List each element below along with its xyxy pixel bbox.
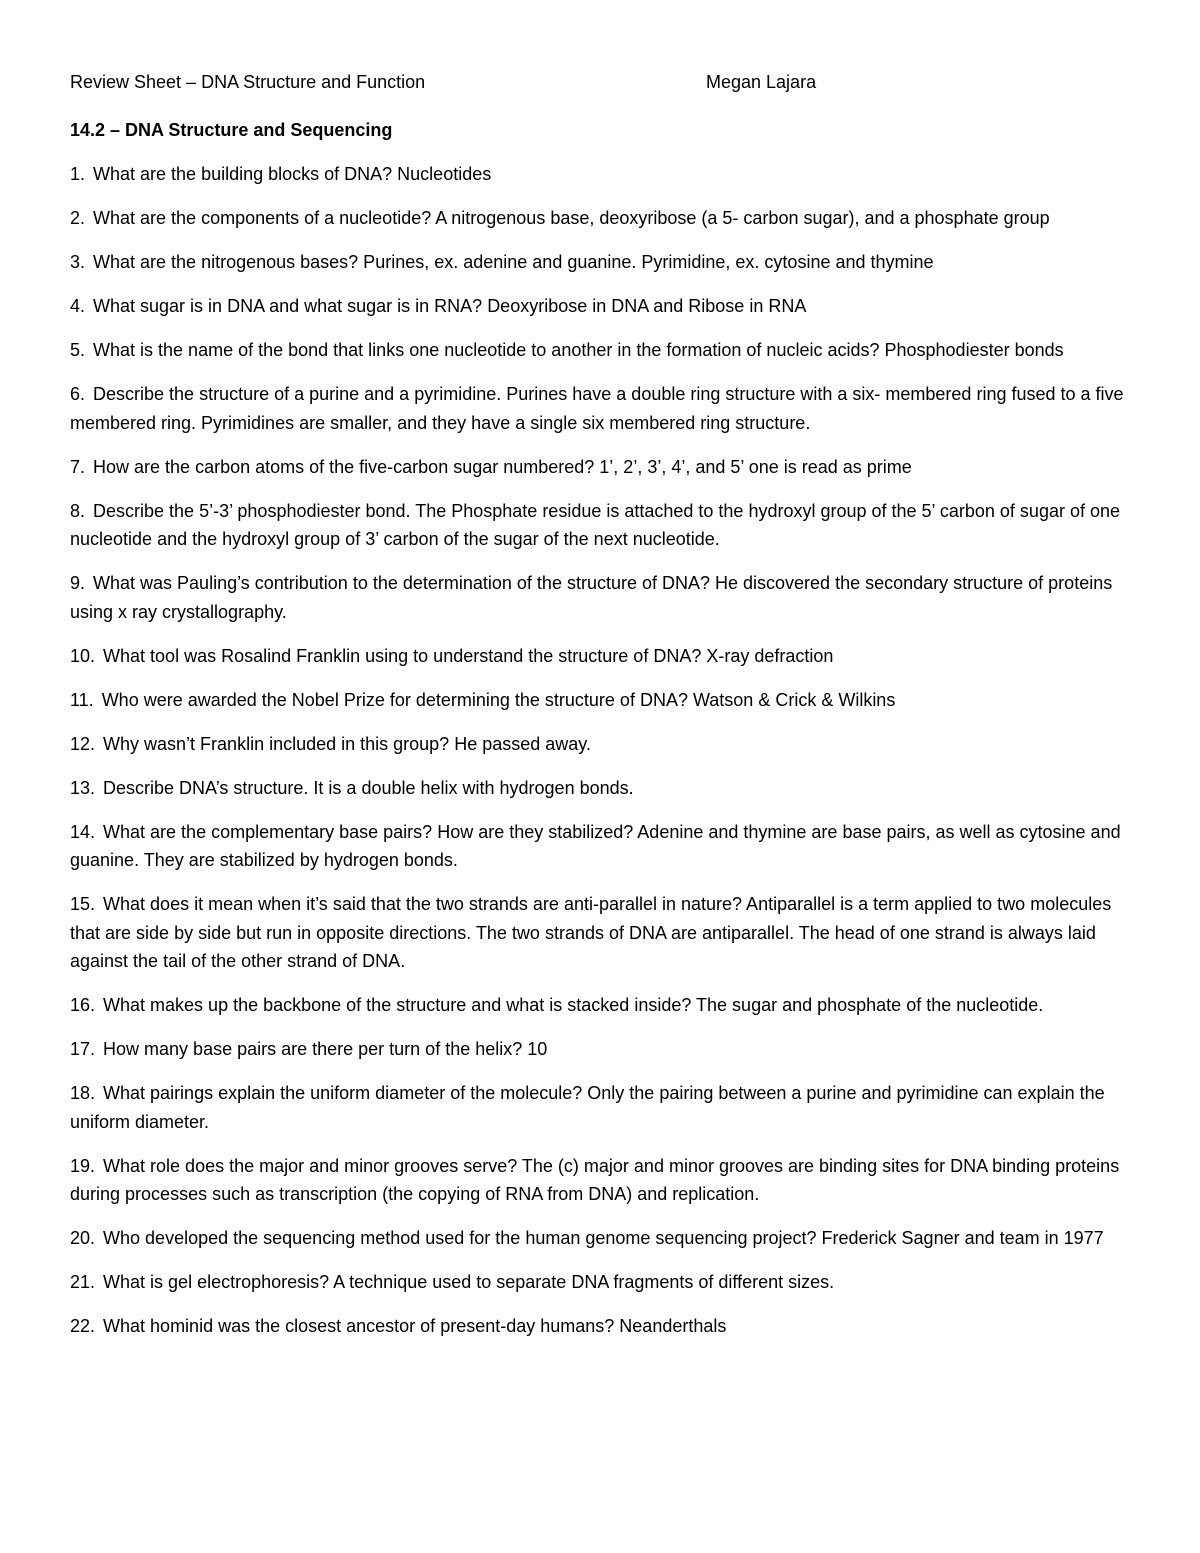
question-5 [70, 336, 1130, 365]
question-text: What are the components of a nucleotide? A nitrogenous base, deoxyribose (a 5- carbon sugar), and a phosphate group [93, 208, 1050, 228]
question-4 [70, 292, 1130, 321]
question-text: What does it mean when it’s said that the two strands are anti-parallel in nature? Antiparallel is a term applied to two molecules that are side by side but run in opposite directions. The two strands of DNA are antiparallel. The head of one strand is always laid against the tail of the other strand of DNA. [70, 894, 1112, 971]
question-text: What is gel electrophoresis? A technique used to separate DNA fragments of different sizes. [103, 1272, 835, 1292]
question-number: 7. [70, 456, 86, 477]
question-12 [70, 730, 1130, 759]
question-number: 21. [70, 1272, 96, 1292]
question-number: 22. [70, 1316, 96, 1336]
question-number: 10. [70, 645, 96, 666]
question-text: What role does the major and minor grooves serve? The (c) major and minor grooves are binding sites for DNA binding proteins during processes such as transcription (the copying of RNA from DNA) and replication. [70, 1155, 1120, 1204]
author-name: Megan Lajara [706, 72, 817, 92]
question-16 [70, 991, 1130, 1020]
question-text: How are the carbon atoms of the five-carbon sugar numbered? 1’, 2’, 3’, 4’, and 5’ one is read as prime [93, 456, 912, 477]
question-11 [70, 686, 1130, 715]
question-text: What are the complementary base pairs? How are they stabilized? Adenine and thymine are base pairs, as well as cytosine and guanine. They are stabilized by hydrogen bonds. [70, 821, 1121, 870]
question-number: 3. [70, 252, 86, 272]
question-15 [70, 890, 1130, 976]
question-21 [70, 1268, 1130, 1297]
document-title: Review Sheet – DNA Structure and Function [70, 72, 426, 92]
question-number: 8. [70, 500, 86, 521]
question-text: What sugar is in DNA and what sugar is in RNA? Deoxyribose in DNA and Ribose in RNA [93, 296, 807, 316]
document-header [70, 72, 1130, 100]
question-20 [70, 1224, 1130, 1253]
document-page [70, 72, 1130, 1356]
question-text: What are the building blocks of DNA? Nucleotides [93, 164, 492, 184]
question-text: Describe the structure of a purine and a pyrimidine. Purines have a double ring structure with a six- membered ring fused to a five membered ring. Pyrimidines are smaller, and they have a single six membered ring structure. [70, 384, 1124, 433]
question-number: 4. [70, 296, 86, 316]
question-8 [70, 497, 1130, 554]
question-text: Why wasn’t Franklin included in this group? He passed away. [103, 733, 591, 754]
question-text: How many base pairs are there per turn of the helix? 10 [103, 1039, 548, 1059]
question-text: What are the nitrogenous bases? Purines, ex. adenine and guanine. Pyrimidine, ex. cytosine and thymine [93, 252, 934, 272]
question-number: 20. [70, 1228, 96, 1248]
question-18 [70, 1079, 1130, 1136]
question-text: What tool was Rosalind Franklin using to understand the structure of DNA? X-ray defraction [103, 645, 834, 666]
question-number: 11. [70, 689, 94, 710]
question-14 [70, 818, 1130, 875]
question-number: 18. [70, 1083, 96, 1103]
question-10 [70, 642, 1130, 671]
question-19 [70, 1152, 1130, 1209]
question-text: What makes up the backbone of the structure and what is stacked inside? The sugar and phosphate of the nucleotide. [103, 995, 1044, 1015]
question-number: 16. [70, 995, 96, 1015]
question-number: 17. [70, 1039, 96, 1059]
question-3 [70, 248, 1130, 277]
question-text: Who were awarded the Nobel Prize for determining the structure of DNA? Watson & Crick & Wilkins [101, 689, 896, 710]
question-7 [70, 453, 1130, 482]
question-2 [70, 204, 1130, 233]
question-number: 6. [70, 384, 86, 404]
question-number: 19. [70, 1155, 96, 1176]
question-17 [70, 1035, 1130, 1064]
question-number: 12. [70, 733, 96, 754]
question-number: 14. [70, 821, 96, 842]
question-number: 13. [70, 777, 96, 798]
question-number: 9. [70, 573, 86, 593]
question-text: What was Pauling’s contribution to the determination of the structure of DNA? He discovered the secondary structure of proteins using x ray crystallography. [70, 573, 1113, 622]
question-text: Who developed the sequencing method used for the human genome sequencing project? Frederick Sagner and team in 1977 [103, 1228, 1104, 1248]
question-text: Describe the 5’-3’ phosphodiester bond. The Phosphate residue is attached to the hydroxyl group of the 5’ carbon of sugar of one nucleotide and the hydroxyl group of 3’ carbon of the sugar of the next nucleotide. [70, 500, 1121, 549]
question-number: 5. [70, 340, 86, 360]
question-1 [70, 160, 1130, 189]
question-text: Describe DNA’s structure. It is a double helix with hydrogen bonds. [103, 777, 634, 798]
question-text: What hominid was the closest ancestor of present-day humans? Neanderthals [103, 1316, 727, 1336]
question-text: What is the name of the bond that links one nucleotide to another in the formation of nucleic acids? Phosphodiester bonds [93, 340, 1064, 360]
section-heading: 14.2 – DNA Structure and Sequencing [70, 120, 393, 140]
question-number: 2. [70, 208, 86, 228]
question-6 [70, 380, 1130, 437]
question-9 [70, 569, 1130, 626]
question-number: 1. [70, 164, 86, 184]
question-text: What pairings explain the uniform diameter of the molecule? Only the pairing between a purine and pyrimidine can explain the uniform diameter. [70, 1083, 1105, 1132]
question-13 [70, 774, 1130, 803]
question-number: 15. [70, 894, 96, 914]
question-22 [70, 1312, 1130, 1341]
